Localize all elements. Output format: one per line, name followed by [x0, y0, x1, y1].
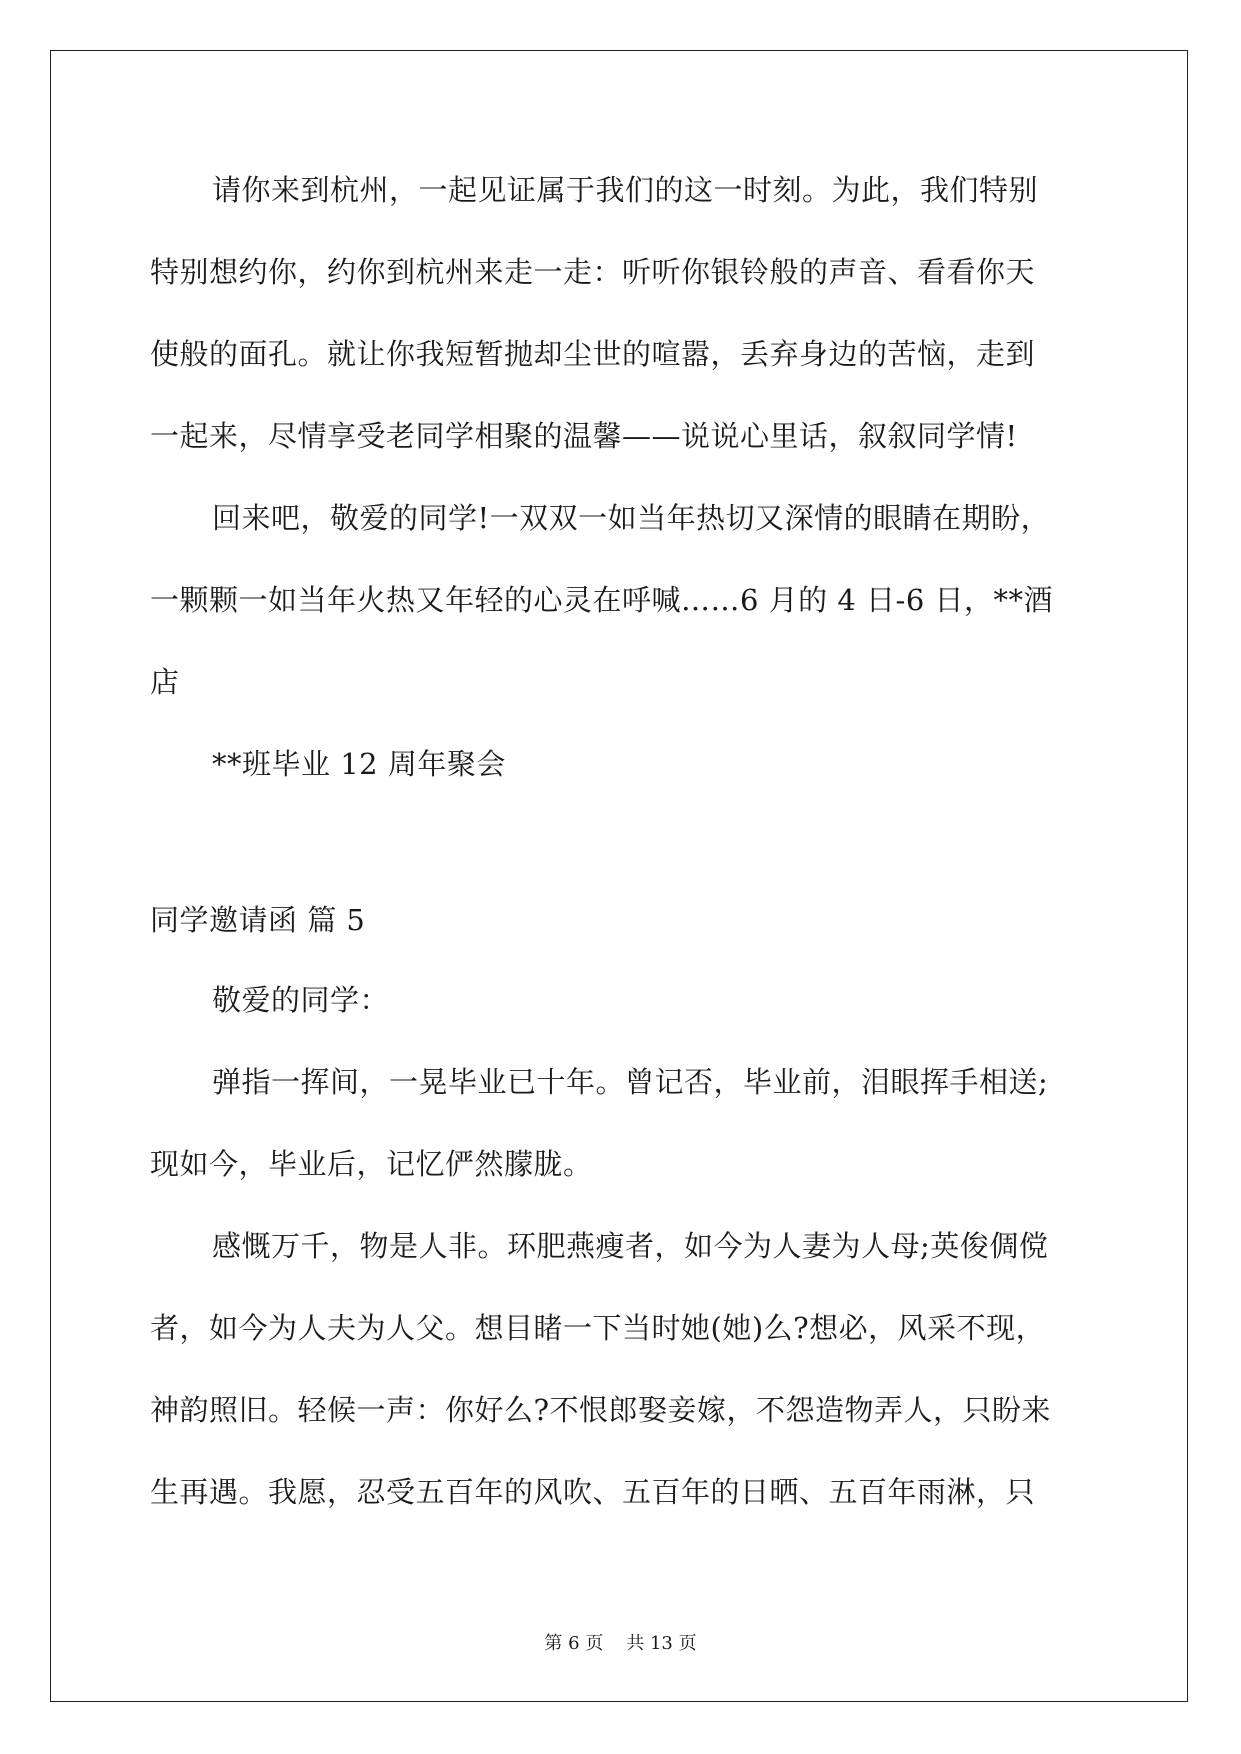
page-footer — [0, 1632, 1241, 1656]
paragraph-line: 一颗颗一如当年火热又年轻的心灵在呼喊……6 月的 4 日-6 日，**酒 — [150, 583, 1054, 617]
paragraph-line: 感慨万千，物是人非。环肥燕瘦者，如今为人妻为人母;英俊倜傥 — [212, 1229, 1049, 1263]
page-number: 第 6 页 — [544, 1633, 604, 1654]
paragraph-line: 回来吧，敬爱的同学!一双双一如当年热切又深情的眼睛在期盼， — [212, 501, 1051, 535]
paragraph-line: 生再遇。我愿，忍受五百年的风吹、五百年的日晒、五百年雨淋，只 — [150, 1475, 1036, 1509]
paragraph-line: 特别想约你，约你到杭州来走一走：听听你银铃般的声音、看看你天 — [150, 255, 1036, 289]
paragraph-line: 者，如今为人夫为人父。想目睹一下当时她(她)么?想必，风采不现， — [150, 1311, 1046, 1345]
page-border — [50, 50, 1188, 1702]
paragraph-line: 店 — [150, 665, 180, 699]
page-total: 共 13 页 — [626, 1633, 697, 1654]
paragraph-line: 使般的面孔。就让你我短暂抛却尘世的喧嚣，丢弃身边的苦恼，走到 — [150, 337, 1036, 371]
paragraph-line: 请你来到杭州，一起见证属于我们的这一时刻。为此，我们特别 — [212, 173, 1039, 207]
salutation: 敬爱的同学： — [212, 983, 390, 1017]
paragraph-line: 现如今，毕业后，记忆俨然朦胧。 — [150, 1147, 593, 1181]
section-heading: 同学邀请函 篇 5 — [150, 903, 366, 937]
paragraph-line: **班毕业 12 周年聚会 — [212, 747, 506, 781]
paragraph-line: 一起来，尽情享受老同学相聚的温馨——说说心里话，叙叙同学情! — [150, 419, 1018, 453]
paragraph-line: 弹指一挥间，一晃毕业已十年。曾记否，毕业前，泪眼挥手相送; — [212, 1065, 1049, 1099]
paragraph-line: 神韵照旧。轻候一声：你好么?不恨郎娶妾嫁，不怨造物弄人，只盼来 — [150, 1393, 1052, 1427]
